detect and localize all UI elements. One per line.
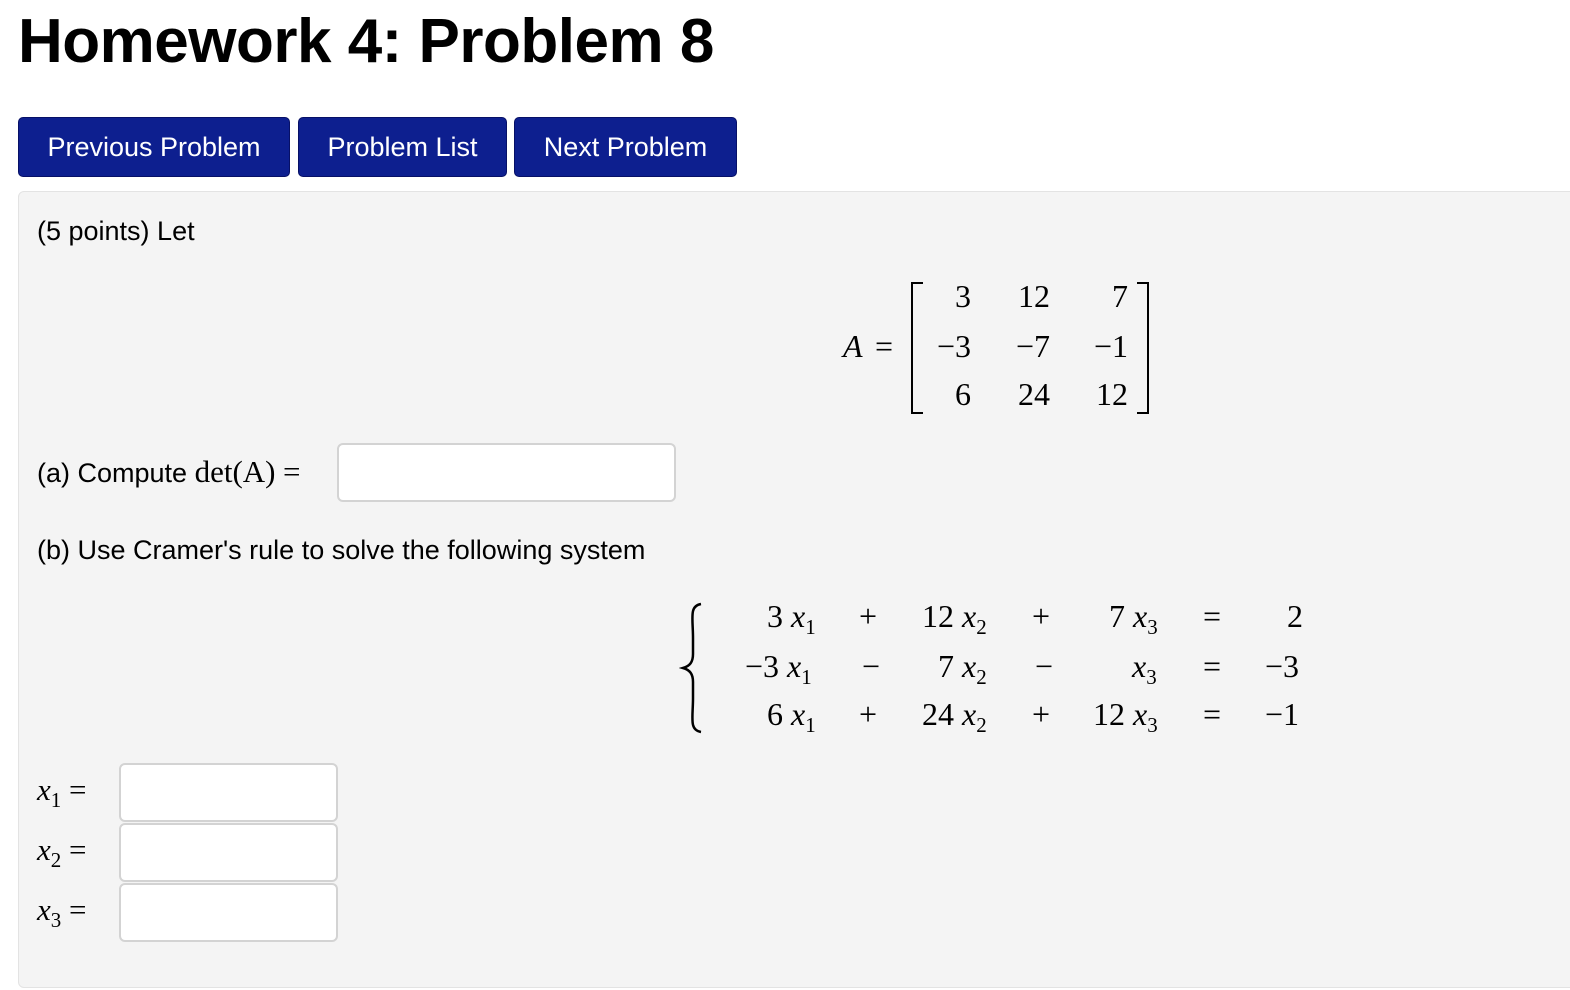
eq1-op2: +	[1032, 598, 1051, 634]
eq3-term1: 6 $x_1$	[767, 696, 816, 737]
det-answer-input[interactable]	[337, 443, 676, 502]
eq3-term2: 24 $x_2$	[922, 696, 987, 737]
problem-list-button[interactable]: Problem List	[298, 117, 507, 177]
matrix-cell: 3	[955, 278, 971, 314]
problem-intro: (5 points) Let	[37, 216, 195, 246]
matrix-cell: 12	[1018, 278, 1050, 314]
part-b-label: (b) Use Cramer's rule to solve the following system	[37, 535, 646, 565]
next-problem-button[interactable]: Next Problem	[514, 117, 737, 177]
part-a-label	[37, 454, 300, 490]
matrix-cell: 24	[1018, 376, 1050, 412]
x2-label: $x_2$ =	[37, 832, 87, 872]
eq2-op1: −	[862, 648, 881, 684]
det-equals: =	[283, 454, 301, 489]
matrix-cell: 6	[955, 376, 971, 412]
eq2-op2: −	[1035, 648, 1054, 684]
matrix-right-bracket	[1137, 282, 1149, 414]
problem-panel	[18, 191, 1570, 988]
eq3-op2: +	[1032, 696, 1051, 732]
eq2-rhs: −3	[1265, 648, 1300, 684]
eq3-equals: =	[1203, 696, 1222, 732]
eq1-term2: 12 $x_2$	[922, 598, 987, 639]
eq1-rhs: 2	[1287, 598, 1303, 634]
previous-problem-button[interactable]: Previous Problem	[18, 117, 290, 177]
x3-label: $x_3$ =	[37, 892, 87, 932]
eq1-op1: +	[859, 598, 878, 634]
x1-label: $x_1$ =	[37, 772, 87, 812]
eq2-term1: −3 $x_1$	[745, 648, 812, 689]
eq2-term2: 7 $x_2$	[938, 648, 987, 689]
x1-answer-input[interactable]	[119, 763, 338, 822]
x2-answer-input[interactable]	[119, 823, 338, 882]
eq2-equals: =	[1203, 648, 1222, 684]
eq3-rhs: −1	[1265, 696, 1300, 732]
matrix-name: A	[843, 328, 863, 364]
eq1-term3: 7 $x_3$	[1109, 598, 1158, 639]
x3-answer-input[interactable]	[119, 883, 338, 942]
page-title: Homework 4: Problem 8	[18, 7, 714, 76]
eq1-equals: =	[1203, 598, 1222, 634]
matrix-cell: −7	[1015, 328, 1050, 364]
eq3-op1: +	[859, 696, 878, 732]
eq3-term3: 12 $x_3$	[1093, 696, 1158, 737]
matrix-equals: =	[875, 328, 894, 364]
left-brace-icon	[679, 602, 715, 734]
part-a-text: (a) Compute	[37, 458, 188, 488]
matrix-cell: 12	[1096, 376, 1128, 412]
det-expression: det(A)	[194, 454, 276, 489]
matrix-cell: −3	[936, 328, 971, 364]
eq1-term1: 3 $x_1$	[767, 598, 816, 639]
eq2-term3: $x_3$	[1132, 648, 1157, 689]
matrix-cell: −1	[1093, 328, 1128, 364]
matrix-cell: 7	[1112, 278, 1128, 314]
